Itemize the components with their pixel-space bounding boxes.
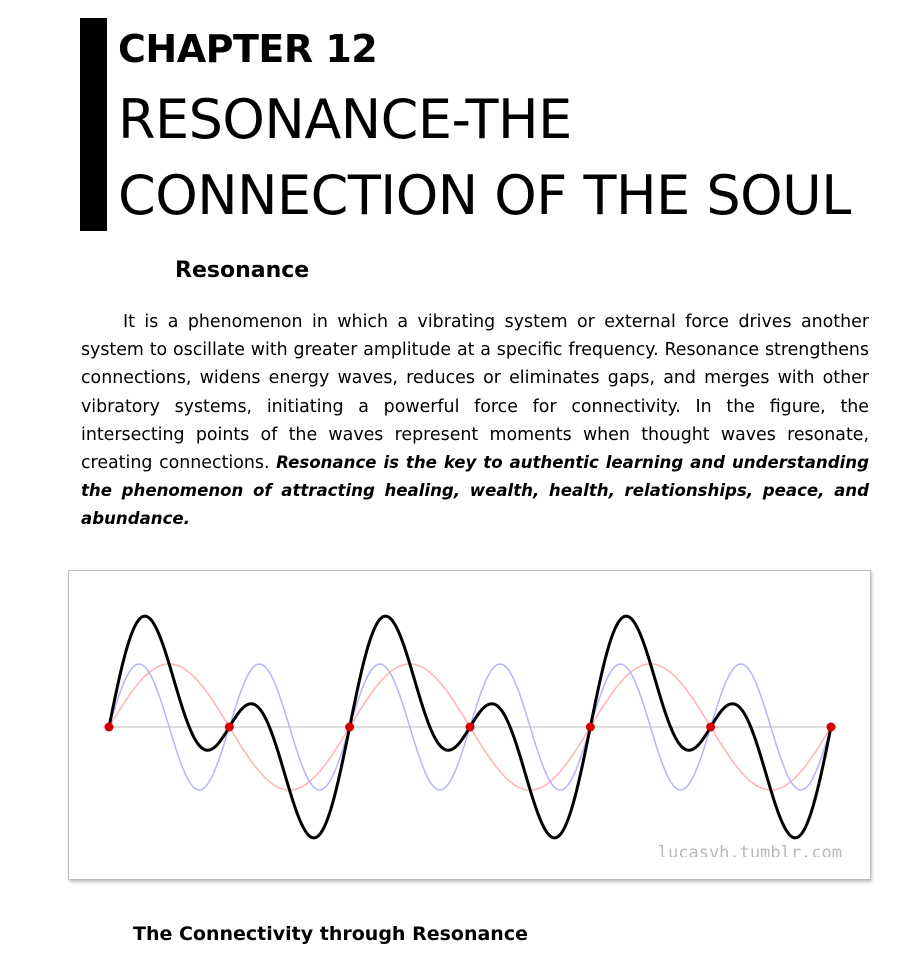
title-accent-bar (80, 18, 107, 231)
node-point-6 (706, 723, 715, 732)
body-paragraph (81, 308, 869, 534)
node-point-1 (105, 723, 114, 732)
chapter-title (118, 82, 878, 234)
body-paragraph-emphasis: Resonance is the key to authentic learning and understanding the phenomenon of attracting healing, wealth, health, relationships, peace, and abundance. (81, 453, 869, 529)
chapter-title-line-1: RESONANCE-THE (118, 88, 572, 151)
node-point-4 (466, 723, 475, 732)
resonance-figure (68, 570, 871, 880)
figure-caption: The Connectivity through Resonance (133, 923, 528, 945)
node-point-5 (586, 723, 595, 732)
chapter-title-line-2: CONNECTION OF THE SOUL (118, 164, 851, 227)
resonance-wave-plot (69, 571, 870, 879)
chapter-label: CHAPTER 12 (118, 27, 378, 71)
node-point-7 (827, 723, 836, 732)
section-heading: Resonance (175, 258, 310, 283)
node-point-2 (225, 723, 234, 732)
figure-watermark: lucasvh.tumblr.com (657, 843, 842, 857)
body-paragraph-text: It is a phenomenon in which a vibrating system or external force drives another system to oscillate with greater amplitude at a specific frequency. Resonance strengthens connections, widens energy waves, reduces or eliminates gaps, and merges with other vibratory systems, initiating a powerful force for connectivity. In the figure, the intersecting points of the waves represent moments when thought waves resonate, creating connections. (81, 312, 869, 474)
node-point-3 (345, 723, 354, 732)
